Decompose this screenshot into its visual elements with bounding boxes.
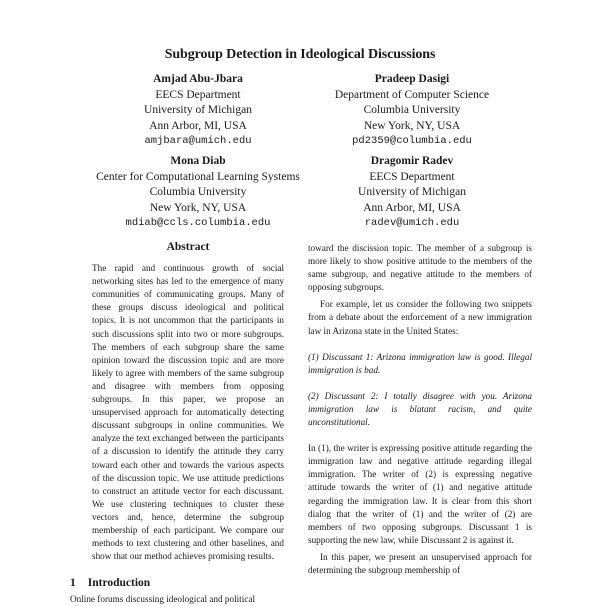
abstract-text: The rapid and continuous growth of social networking sites has led to the emergence of many communities of communicating groups. Many of these groups discuss ideological and political topics. It is not uncommon that the participants in such discussions split into two or more subgroups. The members of each subgroup share the same opinion toward the discussion topic and are more likely to agree with members of the same subgroup and disagree with members from opposing subgroups. In this paper, we propose an unsupervised approach for automatically detecting discussant subgroups in online communities. We analyze the text exchanged between the participants of a discussion to identify the attitude they carry toward each other and towards the various aspects of the discussion topic. We use attitude predictions to construct an attitude vector for each discussant. We use clustering techniques to cluster these vectors and, hence, determine the subgroup membership of each participant. We compare our methods to text clustering and other baselines, and show that our method achieves promising results. [92,263,284,562]
author-email: pd2359@columbia.edu [352,135,472,147]
author-dept: EECS Department [155,88,241,101]
author-institution: University of Michigan [144,104,252,116]
author-email: radev@umich.edu [364,217,460,229]
right-column [308,242,532,577]
paragraph: toward the discission topic. The member of a subgroup is more likely to show positive attitude to the members of the same subgroup, and negative attitude to the members of opposing subgroups. [308,243,532,293]
section-heading-introduction [70,577,150,589]
abstract-section [88,241,288,563]
author-name: Pradeep Dasigi [374,73,450,85]
paragraph: In (1), the writer is expressing positive attitude regarding the immigration law and negative attitude regarding illegal immigration. The writer of (2) is expressing negative attitude towards the writer of (1) and negative attitude regarding the immigration law. It is clear from this short dialog that the writer of (1) and the writer of (2) are members of two opposing subgroups. Discussant 1 is supporting the new law, while Discussant 2 is against it. [308,443,532,545]
introduction-first-line: Online forums discussing ideological and political [70,594,255,604]
paper-title: Subgroup Detection in Ideological Discussions [164,47,436,62]
paragraph: In this paper, we present an unsupervised approach for determining the subgroup membership of [308,551,532,575]
section-number: 1 [70,577,76,589]
example-quote-1: (1) Discussant 1: Arizona immigration law is good. Illegal immigration is bad. [308,351,532,375]
author-location: Ann Arbor, MI, USA [149,119,247,132]
section-title: Introduction [87,577,151,589]
author-location: Ann Arbor, MI, USA [363,201,461,214]
author-location: New York, NY, USA [149,201,247,214]
author-institution: Columbia University [149,186,247,198]
author-block-4 [282,154,542,232]
author-email: amjbara@umich.edu [144,135,252,147]
author-name: Amjad Abu-Jbara [153,73,243,85]
abstract-heading: Abstract [166,241,210,253]
author-institution: Columbia University [363,104,461,116]
author-dept: Department of Computer Science [334,88,490,101]
author-institution: University of Michigan [358,186,466,198]
author-location: New York, NY, USA [363,119,461,132]
author-name: Dragomir Radev [370,155,454,167]
author-dept: EECS Department [369,170,455,183]
author-block-2 [282,72,542,150]
author-email: mdiab@ccls.columbia.edu [125,217,271,229]
paragraph: For example, let us consider the following two snippets from a debate about the enforcement of a new immigration law in Arizona state in the United States: [308,299,532,336]
author-name: Mona Diab [170,155,226,167]
author-dept: Center for Computational Learning Systems [96,170,300,183]
example-quote-2: (2) Discussant 2: I totally disagree with you. Arizona immigration law is blatant racism, and quite unconstitutional. [308,390,532,428]
